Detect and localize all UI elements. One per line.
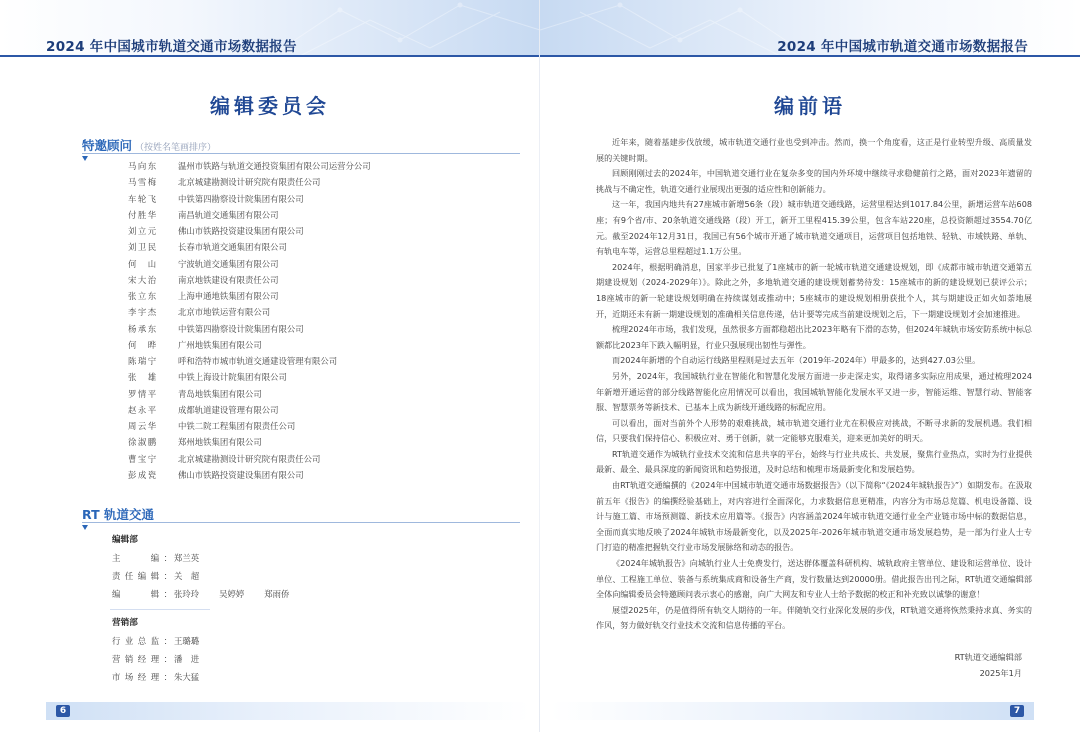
team-row xyxy=(112,632,492,650)
marketing-heading: 营销部 xyxy=(112,618,138,628)
foreword-paragraph: 可以看出，面对当前外个人形势的艰难挑战，城市轨道交通行业尤在积极应对挑战，不断寻求新的发展机遇。我们相信，只要我们保持信心、积极应对、勇于创新，就一定能够克服难关，迎来更加美好的明天。 xyxy=(596,417,1032,444)
advisor-org: 中铁二院工程集团有限责任公司 xyxy=(178,421,296,431)
advisor-name: 周云华 xyxy=(128,421,158,431)
advisor-name: 陈瑞宁 xyxy=(128,356,158,366)
foreword-paragraph: 《2024年城轨报告》向城轨行业人士免费发行，送达群体覆盖科研机构、城轨政府主管单位、建设和运营单位、设计单位、工程施工单位、装备与系统集成商和设备生产商，发行数量达到20000册。借此报告出刊之际，RT轨道交通编辑部全体向编辑委员会特邀顾问表示衷心的感谢，向广大网友和专业人士给予数据的校正和补充致以诚挚的谢意！ xyxy=(596,558,1032,600)
advisor-name: 马向东 xyxy=(128,161,158,171)
advisor-row xyxy=(128,256,508,272)
foreword-paragraph: 这一年，我国内地共有27座城市新增56条（段）城市轨道交通线路，运营里程达到1017.84公里，新增运营车站608座；有9个省/市、20条轨道交通线路（段）开工，新开工里程415.39公里，包含车站220座，总投资额超过3554.70亿元。截至2024年12月31日，我国已有56个城市开通了城市轨道交通项目，运营项目包括地铁、轻轨、市域铁路、单轨、有轨电车等，运营总里程超过1.1万公里。 xyxy=(596,199,1032,257)
foreword-body xyxy=(596,135,1032,634)
header-title: 2024 年中国城市轨道交通市场数据报告 xyxy=(777,39,1028,55)
advisor-row xyxy=(128,272,508,288)
triangle-marker-icon xyxy=(82,525,88,530)
advisor-name: 何 晔 xyxy=(128,339,158,350)
advisor-org: 南京地铁建设有限责任公司 xyxy=(178,274,279,285)
team-member: 王璐璐 xyxy=(174,636,200,646)
advisor-row xyxy=(128,223,508,239)
advisor-name: 彭成瓷 xyxy=(128,469,158,480)
advisor-org: 呼和浩特市城市轨道交通建设管理有限公司 xyxy=(178,356,338,366)
foreword-paragraph: 梳理2024年市场，我们发现，虽然很多方面都稳超出比2023年略有下滑的态势，但2024年城轨市场安防系统中标总额都比2023年下跌入幅明显，行业只强展现出韧性与弹性。 xyxy=(596,324,1032,350)
advisor-org: 青岛地铁集团有限公司 xyxy=(178,388,262,399)
advisor-org: 中铁上海设计院集团有限公司 xyxy=(178,372,287,383)
advisor-row xyxy=(128,402,508,418)
header-rule xyxy=(540,55,1080,57)
team-row xyxy=(112,567,492,585)
foreword-paragraph: 而2024年新增的个自动运行线路里程则是过去五年（2019年-2024年）甲最多的，达到427.03公里。 xyxy=(612,355,981,366)
advisor-row xyxy=(128,174,508,190)
advisor-row xyxy=(128,207,508,223)
header-band xyxy=(0,0,540,56)
header-pattern-icon xyxy=(280,0,540,56)
header-rule xyxy=(0,55,540,57)
advisor-org: 南昌轨道交通集团有限公司 xyxy=(178,209,279,220)
team-label: 行业总监： xyxy=(112,636,172,646)
marketing-dept xyxy=(112,614,492,686)
advisor-org: 北京市地铁运营有限公司 xyxy=(178,307,271,318)
team-label: 主 编： xyxy=(112,553,172,563)
advisor-org: 成都轨道建设管理有限公司 xyxy=(178,404,279,415)
advisor-row xyxy=(128,418,508,434)
advisor-row xyxy=(128,337,508,353)
page-title: 编辑委员会 xyxy=(210,94,330,118)
right-page xyxy=(540,0,1080,732)
page-number: 6 xyxy=(56,705,70,717)
advisor-org: 佛山市铁路投资建设集团有限公司 xyxy=(178,226,304,236)
advisor-org: 北京城建勘测设计研究院有限责任公司 xyxy=(178,177,321,188)
foreword-paragraph: RT轨道交通作为城轨行业技术交流和信息共享的平台，始终与行业共成长、共发展，聚焦行业热点，实时为行业提供最新、最全、最具深度的新闻资讯和趋势报道，及时总结和梳理市场最新变化和发展趋势。 xyxy=(596,448,1032,475)
advisor-org: 北京城建勘测设计研究院有限责任公司 xyxy=(178,453,321,464)
advisor-row xyxy=(128,451,508,467)
advisor-org: 长春市轨道交通集团有限公司 xyxy=(178,242,287,253)
header-pattern-icon xyxy=(540,0,800,56)
team-member: 张玲玲 xyxy=(174,589,200,599)
footer-band xyxy=(550,702,1034,720)
team-row xyxy=(112,549,492,567)
advisor-name: 张立东 xyxy=(128,291,158,301)
team-member: 关 超 xyxy=(174,571,200,581)
section-divider xyxy=(82,153,520,154)
advisor-row xyxy=(128,304,508,320)
advisors-heading xyxy=(82,136,216,154)
advisor-name: 张 雄 xyxy=(128,372,158,383)
team-label: 编 辑： xyxy=(112,589,172,599)
team-row xyxy=(112,668,492,686)
signature-date: 2025年1月 xyxy=(979,668,1022,678)
header-title: 2024 年中国城市轨道交通市场数据报告 xyxy=(46,39,297,55)
advisors-heading-text: 特邀顾问 xyxy=(82,138,133,153)
advisor-name: 徐淑鹏 xyxy=(128,437,158,448)
advisor-name: 罗情平 xyxy=(128,388,158,399)
section-divider xyxy=(82,522,520,523)
advisor-name: 何 山 xyxy=(128,258,158,269)
team-member: 吴婷婷 xyxy=(219,589,245,599)
advisor-org: 温州市铁路与轨道交通投资集团有限公司运营分公司 xyxy=(178,161,371,171)
triangle-marker-icon xyxy=(82,156,88,161)
team-member: 郑雨侨 xyxy=(264,589,290,599)
advisor-name: 马雪梅 xyxy=(128,177,158,188)
foreword-paragraph: 由RT轨道交通编撰的《2024年中国城市轨道交通市场数据报告》（以下简称“《2024年城轨报告》”）如期发布。在汲取前五年《报告》的编撰经验基础上，对内容进行全面深化，力求数据信息更精准，内容分为市场总览篇、机电设备篇、设计与施工篇、市场预测篇、新技术应用篇等。《报告》内容涵盖2024年城市轨道交通行业全产业链市场中标的数据信息，全面而真实地反映了2024年城轨市场最新变化，以及2025年-2026年城市轨道交通市场发展趋势，是一部为行业人士专门打造的精准把握轨交行业市场发展脉络和动态的报告。 xyxy=(596,480,1032,553)
team-member: 朱大猛 xyxy=(174,672,200,682)
header-band xyxy=(540,0,1080,56)
foreword-paragraph: 近年来，随着基建步伐放缓，城市轨道交通行业也受到冲击。然而，换一个角度看，这正是行业转型升级、高质量发展的关键时期。 xyxy=(596,137,1032,163)
page-title: 编前语 xyxy=(774,94,846,118)
editorial-dept xyxy=(112,531,492,603)
advisor-org: 郑州地铁集团有限公司 xyxy=(178,437,262,448)
advisor-name: 曹宝宁 xyxy=(128,453,158,464)
signature-org: RT轨道交通编辑部 xyxy=(954,652,1022,662)
team-member: 郑兰英 xyxy=(174,553,200,563)
advisor-row xyxy=(128,239,508,255)
advisor-row xyxy=(128,353,508,369)
advisor-org: 中铁第四勘察设计院集团有限公司 xyxy=(178,193,304,204)
advisor-name: 李宇杰 xyxy=(128,307,158,318)
advisor-org: 广州地铁集团有限公司 xyxy=(178,339,262,350)
foreword-paragraph: 另外，2024年，我国城轨行业在智能化和智慧化发展方面进一步走深走实，取得诸多实际应用成果，通过梳理2024年新增开通运营的部分线路智能化应用情况可以看出，我国城轨智能化发展水平又进一步，智能运维、智慧行动、智能客服、智慧票务等新技术、已基本上成为新线开通线路的标配应用。 xyxy=(596,370,1032,413)
team-label: 市场经理： xyxy=(112,672,172,682)
advisor-name: 杨承东 xyxy=(128,323,158,334)
advisor-row xyxy=(128,467,508,483)
advisor-name: 刘卫民 xyxy=(128,242,158,253)
advisors-list xyxy=(128,158,508,483)
team-divider xyxy=(110,609,210,610)
advisor-row xyxy=(128,434,508,450)
team-row xyxy=(112,650,492,668)
advisor-name: 宋大治 xyxy=(128,274,158,285)
advisors-note: （按姓名笔画排序） xyxy=(135,143,217,153)
advisor-row xyxy=(128,386,508,402)
advisor-row xyxy=(128,321,508,337)
advisor-name: 车轮飞 xyxy=(128,193,158,204)
team-member: 潘 进 xyxy=(174,654,200,664)
page-number: 7 xyxy=(1010,705,1024,717)
editorial-heading: 编辑部 xyxy=(112,535,138,545)
advisor-row xyxy=(128,288,508,304)
advisor-row xyxy=(128,369,508,385)
footer-band xyxy=(46,702,530,720)
advisor-name: 赵永平 xyxy=(128,404,158,415)
foreword-paragraph: 展望2025年，仍是值得所有轨交人期待的一年。伴随轨交行业深化发展的步伐，RT轨道交通将恢然秉持求真、务实的作风，努力做好轨交行业技术交流和信息传播的平台。 xyxy=(596,604,1032,631)
advisor-row xyxy=(128,158,508,174)
advisor-org: 中铁第四勘察设计院集团有限公司 xyxy=(178,323,304,334)
advisor-row xyxy=(128,191,508,207)
rt-heading: RT 轨道交通 xyxy=(82,507,154,522)
advisor-org: 上海申通地铁集团有限公司 xyxy=(178,291,279,301)
team-label: 营销经理： xyxy=(112,654,172,664)
foreword-paragraph: 2024年，根据明确消息，国家半步已批复了1座城市的新一轮城市轨道交通建设规划，即《成都市城市轨道交通第五期建设规划（2024-2029年）》。除此之外，多地轨道交通的建设规划蓄势待发：15座城市的新的建设规划已获评公示；18座城市的新一轮建设规划明确在持续谋划或推动中；5座城市的建设规划相册获批个人，其与期建设正如火如荼地展开，近期还未有新一期建设规划的准确相关信息传递，估计要等完成当前建设规划之后，下一期建设规划才会加速推进。 xyxy=(596,261,1032,319)
foreword-paragraph: 回顾刚刚过去的2024年，中国轨道交通行业在复杂多变的国内外环境中继续寻求稳健前行之路，面对2023年遗留的挑战与不确定性，轨道交通行业展现出更强的适应性和创新能力。 xyxy=(596,168,1032,194)
advisor-name: 付胜华 xyxy=(128,209,158,220)
advisor-org: 宁波轨道交通集团有限公司 xyxy=(178,258,279,269)
advisor-org: 佛山市铁路投资建设集团有限公司 xyxy=(178,469,304,480)
team-row xyxy=(112,585,492,603)
team-label: 责任编辑： xyxy=(112,571,172,581)
advisor-name: 刘立元 xyxy=(128,226,158,236)
